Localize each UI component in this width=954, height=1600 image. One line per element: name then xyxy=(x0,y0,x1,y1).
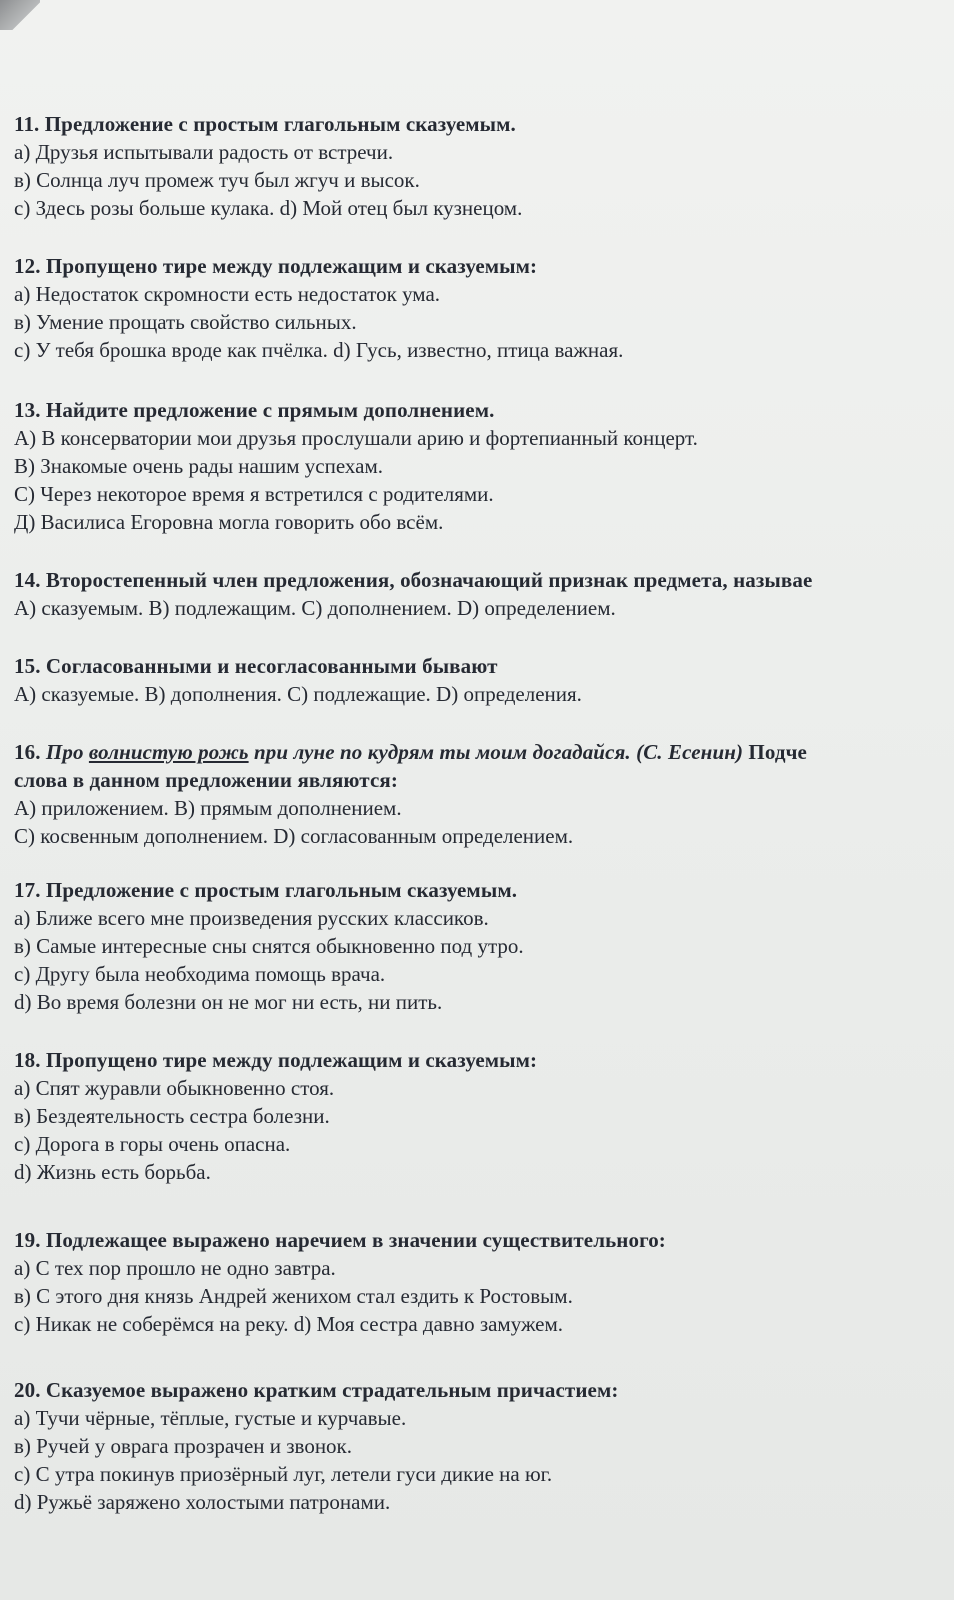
answer-line: с) Другу была необходима помощь врача. xyxy=(14,962,386,986)
answer-line: В) Знакомые очень рады нашим успехам. xyxy=(14,454,383,478)
answer-line: А) В консерватории мои друзья прослушали арию и фортепианный концерт. xyxy=(14,426,698,450)
question-14 xyxy=(14,566,954,622)
answer-line: а) С тех пор прошло не одно завтра. xyxy=(14,1256,336,1280)
question-number: 16. xyxy=(14,740,46,764)
answer-line: с) С утра покинув приозёрный луг, летели гуси дикие на юг. xyxy=(14,1462,553,1486)
question-heading: 15. Согласованными и несогласованными бывают xyxy=(14,654,498,678)
answer-line: С) Через некоторое время я встретился с родителями. xyxy=(14,482,494,506)
question-16 xyxy=(14,738,954,850)
page-corner-shadow xyxy=(0,0,40,30)
question-17 xyxy=(14,876,954,1016)
question-19 xyxy=(14,1226,954,1338)
question-heading: 20. Сказуемое выражено кратким страдательным причастием: xyxy=(14,1378,619,1402)
question-heading: 12. Пропущено тире между подлежащим и сказуемым: xyxy=(14,254,538,278)
answer-line: в) Ручей у оврага прозрачен и звонок. xyxy=(14,1434,353,1458)
answer-line: а) Тучи чёрные, тёплые, густые и курчавые. xyxy=(14,1406,407,1430)
answer-line: а) Спят журавли обыкновенно стоя. xyxy=(14,1076,335,1100)
question-20 xyxy=(14,1376,954,1516)
answer-line: в) Солнца луч промеж туч был жгуч и высок. xyxy=(14,168,420,192)
answer-line: d) Во время болезни он не мог ни есть, ни пить. xyxy=(14,990,443,1014)
answer-line: А) сказуемым. В) подлежащим. С) дополнением. D) определением. xyxy=(14,596,616,620)
answer-line: в) С этого дня князь Андрей женихом стал ездить к Ростовым. xyxy=(14,1284,573,1308)
question-heading xyxy=(14,738,954,766)
question-12 xyxy=(14,252,954,364)
answer-line: а) Недостаток скромности есть недостаток ума. xyxy=(14,282,441,306)
question-18 xyxy=(14,1046,954,1186)
question-15 xyxy=(14,652,954,708)
answer-line: А) сказуемые. В) дополнения. С) подлежащие. D) определения. xyxy=(14,682,582,706)
answer-line: С) косвенным дополнением. D) согласованным определением. xyxy=(14,824,574,848)
answer-line: в) Бездеятельность сестра болезни. xyxy=(14,1104,330,1128)
answer-line: а) Друзья испытывали радость от встречи. xyxy=(14,140,394,164)
answer-line: d) Ружьё заряжено холостыми патронами. xyxy=(14,1490,391,1514)
question-heading: 18. Пропущено тире между подлежащим и сказуемым: xyxy=(14,1048,538,1072)
answer-line: Д) Василиса Егоровна могла говорить обо всём. xyxy=(14,510,444,534)
question-heading: 13. Найдите предложение с прямым дополнением. xyxy=(14,398,495,422)
answer-line: d) Жизнь есть борьба. xyxy=(14,1160,211,1184)
quote-text: при луне по кудрям ты моим догадайся. (С. Есенин) xyxy=(248,740,744,764)
question-heading: 17. Предложение с простым глагольным сказуемым. xyxy=(14,878,518,902)
answer-line: в) Умение прощать свойство сильных. xyxy=(14,310,357,334)
quote-text: Про xyxy=(45,740,89,764)
question-13 xyxy=(14,396,954,536)
answer-line: с) У тебя брошка вроде как пчёлка. d) Гусь, известно, птица важная. xyxy=(14,338,624,362)
answer-line: с) Здесь розы больше кулака. d) Мой отец был кузнецом. xyxy=(14,196,523,220)
question-heading: 14. Второстепенный член предложения, обозначающий признак предмета, называе xyxy=(14,568,813,592)
answer-line: А) приложением. В) прямым дополнением. xyxy=(14,796,402,820)
answer-line: с) Никак не соберёмся на реку. d) Моя сестра давно замужем. xyxy=(14,1312,564,1336)
question-11 xyxy=(14,110,954,222)
heading-tail: Подче xyxy=(743,740,807,764)
question-heading: 19. Подлежащее выражено наречием в значении существительного: xyxy=(14,1228,666,1252)
underlined-phrase: волнистую рожь xyxy=(88,740,249,764)
answer-line: с) Дорога в горы очень опасна. xyxy=(14,1132,291,1156)
question-heading: 11. Предложение с простым глагольным сказуемым. xyxy=(14,112,516,136)
answer-line: а) Ближе всего мне произведения русских классиков. xyxy=(14,906,489,930)
answer-line: в) Самые интересные сны снятся обыкновенно под утро. xyxy=(14,934,524,958)
question-heading-continued: слова в данном предложении являются: xyxy=(14,768,398,792)
